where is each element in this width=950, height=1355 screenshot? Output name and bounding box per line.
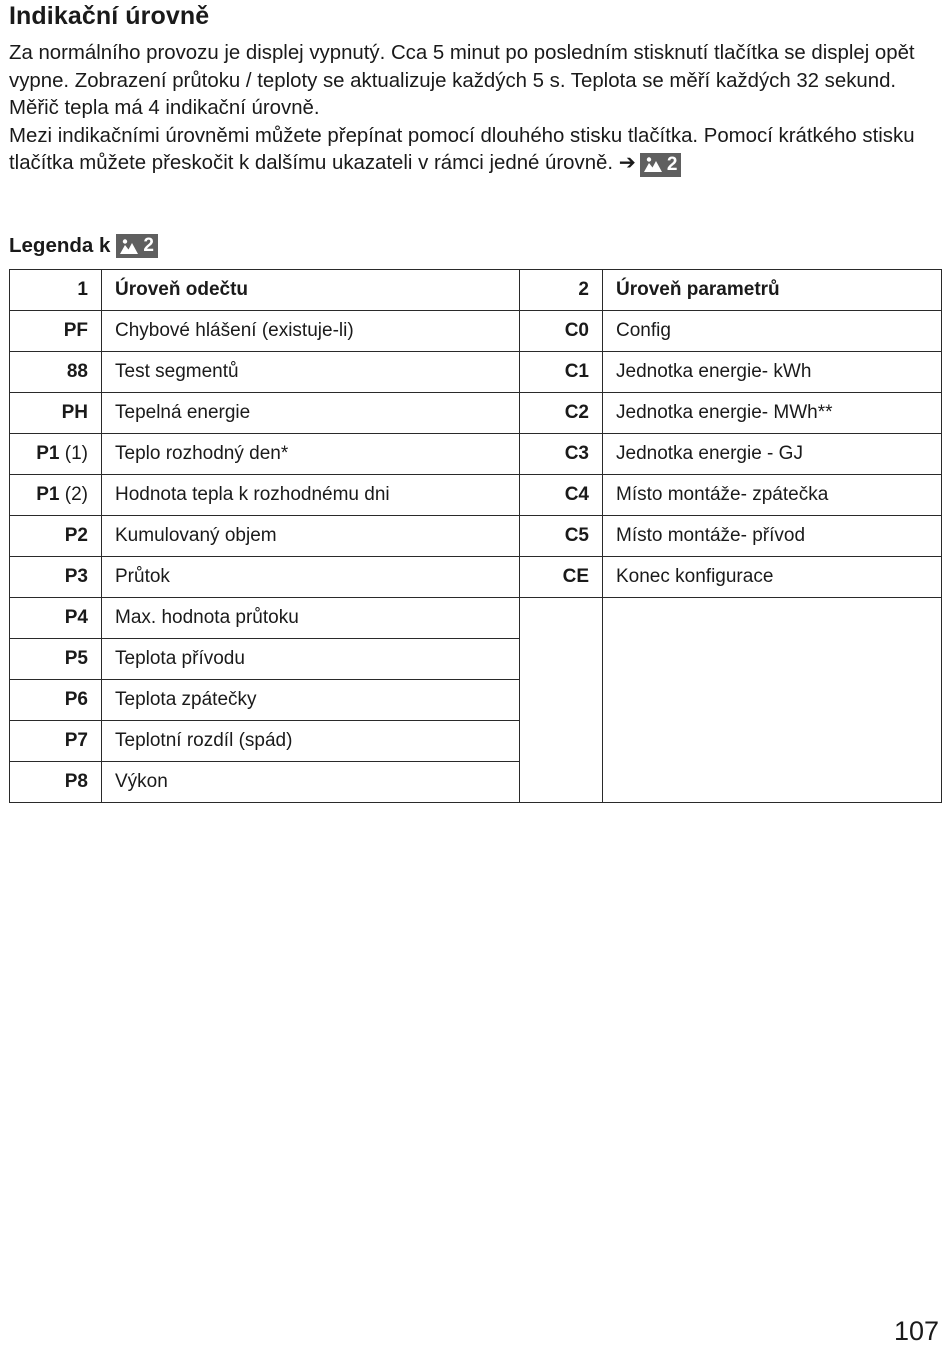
reading-level-code <box>10 393 102 434</box>
page-title: Indikační úrovně <box>9 2 210 30</box>
reading-level-code-text: 88 <box>66 361 88 382</box>
parameter-level-label: Jednotka energie- MWh** <box>603 393 942 434</box>
table-row <box>10 434 942 475</box>
page-number: 107 <box>893 1316 939 1346</box>
reading-level-code-text: P2 <box>64 525 88 546</box>
reading-level-code-text: P1 <box>36 484 60 505</box>
reading-level-label: Kumulovaný objem <box>102 516 520 557</box>
parameter-level-label: Jednotka energie - GJ <box>603 434 942 475</box>
parameter-level-code: C2 <box>520 393 603 434</box>
reading-level-label: Výkon <box>102 762 520 803</box>
reading-level-code-text: P4 <box>64 607 88 628</box>
arrow-right-icon: ➔ <box>618 152 636 175</box>
reading-level-label: Chybové hlášení (existuje-li) <box>102 311 520 352</box>
reading-level-label: Hodnota tepla k rozhodnému dni <box>102 475 520 516</box>
intro-paragraph-3-text: Mezi indikačními úrovněmi můžete přepínat pomocí dlouhého stisku tlačítka. Pomocí krátkého stisku tlačítka můžete přeskočit k dalšímu ukazateli v rámci jedné úrovně. <box>9 124 915 175</box>
reading-level-label: Test segmentů <box>102 352 520 393</box>
reading-level-code-text: P7 <box>64 730 88 751</box>
table-row <box>10 352 942 393</box>
table-row <box>10 516 942 557</box>
parameter-level-label: Konec konfigurace <box>603 557 942 598</box>
reading-level-code-text: PH <box>61 402 88 423</box>
reading-level-code <box>10 639 102 680</box>
table-header-row <box>10 270 942 311</box>
reading-level-label: Teplota zpátečky <box>102 680 520 721</box>
reading-level-code-text: P6 <box>64 689 88 710</box>
reading-level-code-text: PF <box>63 320 88 341</box>
left-level-number: 1 <box>10 270 102 311</box>
intro-paragraph-1: Za normálního provozu je displej vypnutý. Cca 5 minut po posledním stisknutí tlačítka se displej opět vypne. Zobrazení průtoku / teploty se aktualizuje každých 5 s. Teplota se měří každých 32 sekund. <box>9 42 915 92</box>
reading-level-code-text: P1 <box>36 443 60 464</box>
reading-level-code <box>10 762 102 803</box>
empty-cell <box>603 598 942 803</box>
parameter-level-code: C4 <box>520 475 603 516</box>
reading-level-code <box>10 557 102 598</box>
reading-level-code-text: P8 <box>64 771 88 792</box>
table-row <box>10 475 942 516</box>
parameter-level-code: C5 <box>520 516 603 557</box>
reading-level-code <box>10 680 102 721</box>
legend-table <box>9 269 942 803</box>
reading-level-label: Max. hodnota průtoku <box>102 598 520 639</box>
intro-paragraph-2: Měřič tepla má 4 indikační úrovně. <box>9 97 320 120</box>
parameter-level-label: Místo montáže- přívod <box>603 516 942 557</box>
reading-level-label: Teplotní rozdíl (spád) <box>102 721 520 762</box>
table-row <box>10 311 942 352</box>
image-icon <box>119 238 139 255</box>
left-level-title: Úroveň odečtu <box>102 270 520 311</box>
reading-level-label: Teplota přívodu <box>102 639 520 680</box>
parameter-level-label: Jednotka energie- kWh <box>603 352 942 393</box>
image-icon <box>643 156 663 173</box>
legend-title <box>9 234 158 258</box>
legend-figure-badge <box>116 234 158 258</box>
reading-level-code-text: P3 <box>64 566 88 587</box>
right-level-number: 2 <box>520 270 603 311</box>
parameter-level-code: CE <box>520 557 603 598</box>
reading-level-code <box>10 516 102 557</box>
right-level-title: Úroveň parametrů <box>603 270 942 311</box>
intro-text <box>9 40 941 178</box>
reading-level-code <box>10 598 102 639</box>
empty-cell <box>520 598 603 803</box>
legend-figure-number: 2 <box>143 235 154 256</box>
reading-level-code-suffix: (2) <box>59 484 88 505</box>
reading-level-code-text: P5 <box>64 648 88 669</box>
reading-level-code <box>10 311 102 352</box>
parameter-level-code: C1 <box>520 352 603 393</box>
reading-level-code <box>10 721 102 762</box>
parameter-level-code: C3 <box>520 434 603 475</box>
intro-paragraph-3 <box>9 123 941 178</box>
reading-level-code <box>10 434 102 475</box>
parameter-level-label: Config <box>603 311 942 352</box>
reading-level-label: Průtok <box>102 557 520 598</box>
reading-level-label: Tepelná energie <box>102 393 520 434</box>
reading-level-code <box>10 475 102 516</box>
table-row <box>10 598 942 639</box>
reading-level-label: Teplo rozhodný den* <box>102 434 520 475</box>
figure-reference-badge <box>640 153 682 177</box>
table-row <box>10 393 942 434</box>
figure-reference-number: 2 <box>666 154 678 176</box>
reading-level-code-suffix: (1) <box>59 443 88 464</box>
reading-level-code <box>10 352 102 393</box>
parameter-level-label: Místo montáže- zpátečka <box>603 475 942 516</box>
table-row <box>10 557 942 598</box>
legend-title-text: Legenda k <box>9 234 111 257</box>
parameter-level-code: C0 <box>520 311 603 352</box>
